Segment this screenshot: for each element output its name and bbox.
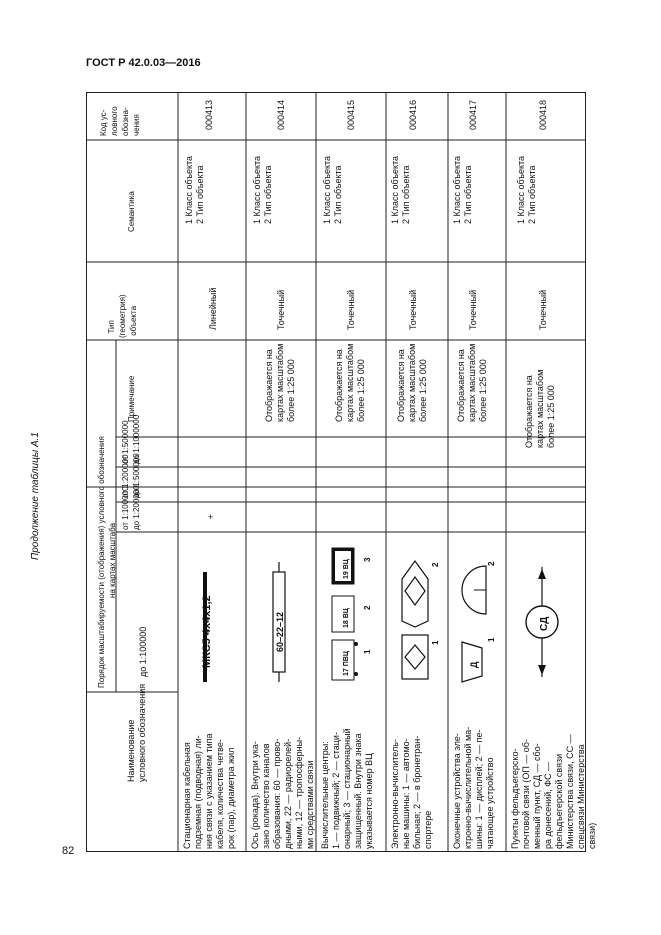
page-header: ГОСТ Р 42.0.03—2016: [86, 57, 201, 69]
col-header-scale-group: Порядок масштабируемости (отображения) условного обозначения на картах масштаба: [97, 436, 117, 688]
mark-1: 1: [363, 649, 372, 654]
col-header-scale-4: от 1:500000 до 1:1000000: [121, 414, 141, 464]
courier-post-symbol: [512, 567, 572, 677]
ecm-symbols: [392, 547, 446, 687]
cc-mobile-label: 17 ПВЦ: [343, 651, 350, 676]
row5-semantics: 1 Класс объекта 2 Тип объекта: [452, 155, 473, 224]
col-header-scale-1: до 1:100000: [138, 626, 148, 677]
cable-label: МКС5 4х4х1,2: [201, 595, 213, 668]
row4-note: Отображается на картах масштабом более 1:25 000: [396, 343, 428, 422]
mark-3: 3: [363, 557, 372, 562]
post-label: СД: [539, 616, 550, 631]
row4-geometry: Точечный: [408, 289, 418, 330]
row4-semantics: 1 Класс объекта 2 Тип объекта: [390, 155, 411, 224]
computing-center-symbols: [322, 544, 382, 684]
row3-semantics: 1 Класс объекта 2 Тип объекта: [322, 155, 343, 224]
row2-geometry: Точечный: [276, 289, 286, 330]
row5-code: 000417: [468, 99, 478, 130]
row2-note: Отображается на картах масштабом более 1:25 000: [264, 343, 296, 422]
row2-code: 000414: [276, 99, 286, 130]
col-header-semantics: Семантика: [127, 191, 136, 232]
col-header-geometry: Тип (геометрия) объекта: [107, 294, 138, 338]
mark-1: 1: [487, 637, 496, 642]
row2-semantics: 1 Класс объекта 2 Тип объекта: [252, 155, 273, 224]
row4-code: 000416: [408, 99, 418, 130]
rokada-label: 60–22–12: [275, 611, 285, 652]
row6-name: Пункты фельдъегерско- почтовой связи (ОП — об- менный пункт, СД — сбо- ра донесений, ФС — фельдъегерской связи Министерства связи, СС — спецсвязи Министерства связи): [510, 734, 597, 849]
cc-static-label: 18 ВЦ: [343, 608, 350, 628]
rotated-table: [86, 92, 597, 852]
col-header-scale-3: от 1:200000 до 1:500000: [121, 453, 141, 498]
cc-protected-label: 19 ВЦ: [343, 559, 350, 579]
row1-geometry: Линейный: [208, 287, 218, 330]
row1-semantics: 1 Класс объекта 2 Тип объекта: [184, 155, 205, 224]
row5-note: Отображается на картах масштабом более 1:25 000: [456, 343, 488, 422]
row3-name: Вычислительные центры: 1 — подвижный; 2 — стаци- онарный; 3 — стационарный защищенный. Внутри знака указывается номер ВЦ: [320, 728, 374, 849]
row4-name: Электронно-вычислитель- ные машины: 1 — автомо- бильная; 2 — в бронетран- спортере: [390, 735, 433, 849]
row6-semantics: 1 Класс объекта 2 Тип объекта: [516, 155, 537, 224]
row2-name: Ось (рокада). Внутри ука- зано количество каналов образования: 60 — прово- дными, 22 — радиорелей- ными, 12 — тропосферны- ми средствами связи: [250, 736, 315, 849]
col-header-code: Код ус- ловного обозна- чения: [99, 106, 141, 136]
table-caption: Продолжение таблицы А.1: [30, 432, 41, 560]
row6-geometry: Точечный: [538, 289, 548, 330]
page-number: 82: [62, 845, 75, 857]
row1-name: Стационарная кабельная подземная (подводная) ли- ния связи с указанием типа кабеля, количества четве- рок (пар), диаметра жил: [182, 733, 236, 849]
col-header-scale-2: от 1:100000 до 1:200000: [121, 485, 141, 530]
row6-note: Отображается на картах масштабом более 1:25 000: [524, 369, 556, 448]
display-label: Д: [469, 661, 479, 668]
col-header-name: Наименование условного обозначения: [126, 683, 147, 782]
row6-code: 000418: [538, 99, 548, 130]
row5-geometry: Точечный: [468, 289, 478, 330]
row3-code: 000415: [346, 99, 356, 130]
terminal-device-symbols: [452, 554, 504, 684]
col-header-note: Примечание: [127, 375, 136, 422]
axis-rokada-symbol: [264, 562, 294, 682]
mark-1: 1: [431, 640, 440, 645]
mark-2: 2: [487, 561, 496, 566]
row1-plus: +: [208, 512, 214, 522]
row5-name: Оконечные устройства эле- ктронно-вычислительной ма- шины: 1 — дисплей; 2 — пе- чатающее устройство: [452, 726, 495, 849]
cable-line-symbol: [192, 572, 218, 682]
mark-2: 2: [431, 562, 440, 567]
row1-code: 000413: [204, 99, 214, 130]
mark-2: 2: [363, 605, 372, 610]
row3-geometry: Точечный: [346, 289, 356, 330]
row3-note: Отображается на картах масштабом более 1:25 000: [334, 343, 366, 422]
